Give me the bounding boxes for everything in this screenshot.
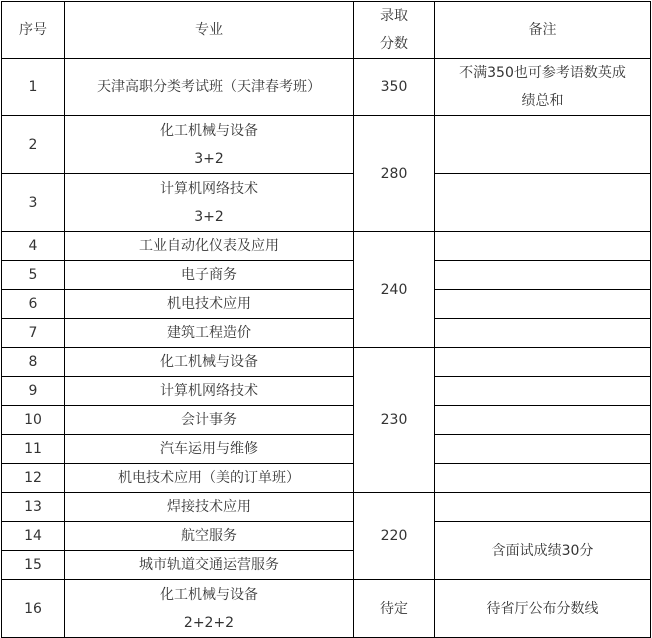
row-index: 6 bbox=[2, 290, 65, 319]
row-note bbox=[435, 59, 651, 116]
row-major: 化工机械与设备 bbox=[65, 348, 354, 377]
row-major: 电子商务 bbox=[65, 261, 354, 290]
row-score: 220 bbox=[354, 493, 435, 580]
row-note bbox=[435, 348, 651, 377]
table-row bbox=[2, 522, 651, 551]
row-index: 14 bbox=[2, 522, 65, 551]
row-major: 机电技术应用（美的订单班） bbox=[65, 464, 354, 493]
table-row bbox=[2, 116, 651, 174]
row-major-line: 天津高职分类考试班（天津春考班） bbox=[97, 79, 321, 95]
row-note bbox=[435, 174, 651, 232]
table-row bbox=[2, 261, 651, 290]
row-major: 建筑工程造价 bbox=[65, 319, 354, 348]
row-major: 焊接技术应用 bbox=[65, 493, 354, 522]
row-note bbox=[435, 464, 651, 493]
row-major: 汽车运用与维修 bbox=[65, 435, 354, 464]
header-score bbox=[354, 2, 435, 59]
table-header-row bbox=[2, 2, 651, 59]
row-major-line: 2+2+2 bbox=[183, 614, 235, 631]
row-major-line: 化工机械与设备 bbox=[160, 586, 258, 603]
row-major: 会计事务 bbox=[65, 406, 354, 435]
admission-table-container bbox=[1, 1, 651, 638]
row-note bbox=[435, 319, 651, 348]
row-major-line: 3+2 bbox=[194, 208, 224, 225]
row-major: 工业自动化仪表及应用 bbox=[65, 232, 354, 261]
row-major-line: 3+2 bbox=[194, 150, 224, 167]
row-major bbox=[65, 116, 354, 174]
row-note bbox=[435, 290, 651, 319]
table-row bbox=[2, 435, 651, 464]
admission-score-table bbox=[1, 1, 651, 638]
row-note-line: 不满350也可参考语数英成 bbox=[459, 65, 626, 81]
row-index: 3 bbox=[2, 174, 65, 232]
row-score: 待定 bbox=[354, 580, 435, 638]
row-index: 5 bbox=[2, 261, 65, 290]
row-note: 待省厅公布分数线 bbox=[435, 580, 651, 638]
table-row bbox=[2, 406, 651, 435]
table-row bbox=[2, 580, 651, 638]
row-index: 15 bbox=[2, 551, 65, 580]
header-score-line2: 分数 bbox=[380, 36, 408, 52]
table-row bbox=[2, 464, 651, 493]
row-score: 240 bbox=[354, 232, 435, 348]
table-row bbox=[2, 59, 651, 116]
row-note bbox=[435, 435, 651, 464]
row-index: 16 bbox=[2, 580, 65, 638]
row-index: 7 bbox=[2, 319, 65, 348]
row-note bbox=[435, 493, 651, 522]
row-note bbox=[435, 406, 651, 435]
header-major: 专业 bbox=[65, 2, 354, 59]
row-score: 350 bbox=[354, 59, 435, 116]
row-major: 机电技术应用 bbox=[65, 290, 354, 319]
row-major bbox=[65, 174, 354, 232]
row-index: 2 bbox=[2, 116, 65, 174]
table-row bbox=[2, 174, 651, 232]
table-row bbox=[2, 290, 651, 319]
row-score: 230 bbox=[354, 348, 435, 493]
table-row bbox=[2, 493, 651, 522]
row-index: 8 bbox=[2, 348, 65, 377]
row-index: 12 bbox=[2, 464, 65, 493]
row-index: 11 bbox=[2, 435, 65, 464]
row-index: 1 bbox=[2, 59, 65, 116]
table-row bbox=[2, 377, 651, 406]
row-major: 城市轨道交通运营服务 bbox=[65, 551, 354, 580]
row-major: 航空服务 bbox=[65, 522, 354, 551]
row-note: 含面试成绩30分 bbox=[435, 522, 651, 580]
row-note bbox=[435, 261, 651, 290]
row-index: 4 bbox=[2, 232, 65, 261]
table-row bbox=[2, 232, 651, 261]
row-note bbox=[435, 232, 651, 261]
row-index: 13 bbox=[2, 493, 65, 522]
row-index: 9 bbox=[2, 377, 65, 406]
row-major bbox=[65, 59, 354, 116]
row-note-line: 绩总和 bbox=[521, 93, 564, 109]
row-major: 计算机网络技术 bbox=[65, 377, 354, 406]
table-row bbox=[2, 348, 651, 377]
row-major bbox=[65, 580, 354, 638]
header-notes: 备注 bbox=[435, 2, 651, 59]
row-major-line: 计算机网络技术 bbox=[160, 180, 258, 197]
table-row bbox=[2, 319, 651, 348]
row-note bbox=[435, 377, 651, 406]
row-score: 280 bbox=[354, 116, 435, 232]
row-note bbox=[435, 116, 651, 174]
header-index: 序号 bbox=[2, 2, 65, 59]
header-score-line1: 录取 bbox=[380, 8, 408, 24]
row-index: 10 bbox=[2, 406, 65, 435]
row-major-line: 化工机械与设备 bbox=[160, 122, 258, 139]
